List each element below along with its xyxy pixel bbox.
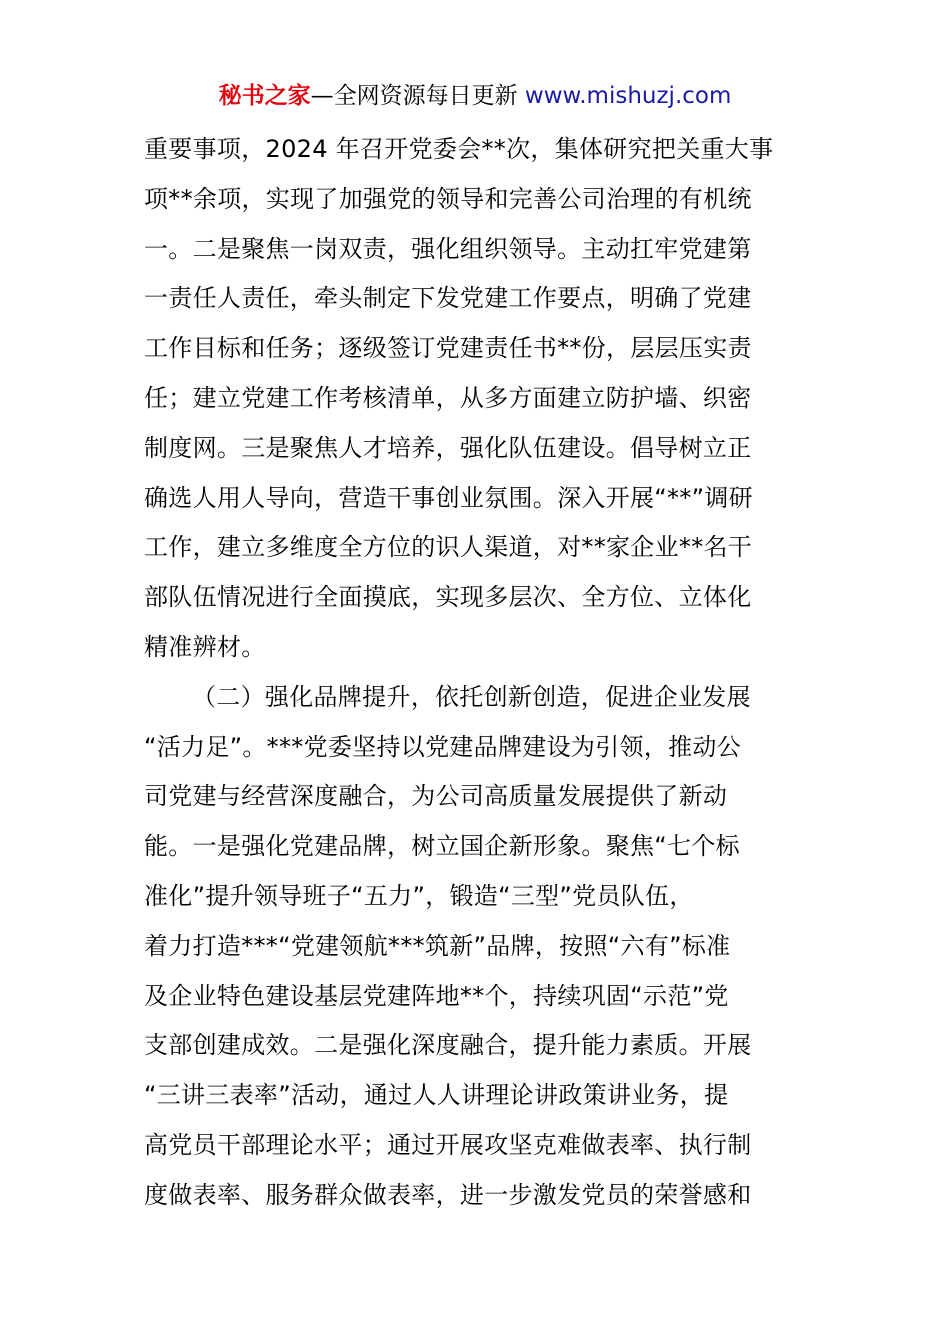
text-line: 能。一是强化党建品牌，树立国企新形象。聚焦“七个标 bbox=[144, 832, 740, 861]
site-tagline: —全网资源每日更新 bbox=[310, 83, 525, 109]
text-line: “活力足”。***党委坚持以党建品牌建设为引领，推动公 bbox=[144, 732, 741, 761]
text-line: 及企业特色建设基层党建阵地**个，持续巩固“示范”党 bbox=[144, 981, 729, 1010]
section-heading-line: （二）强化品牌提升，依托创新创造，促进企业发展 bbox=[192, 682, 751, 711]
text-line: 支部创建成效。二是强化深度融合，提升能力素质。开展 bbox=[144, 1031, 752, 1060]
text-line: 司党建与经营深度融合，为公司高质量发展提供了新动 bbox=[144, 782, 728, 811]
text-line: 一责任人责任，牵头制定下发党建工作要点，明确了党建 bbox=[144, 284, 752, 313]
text-line: 着力打造***“党建领航***筑新”品牌，按照“六有”标准 bbox=[144, 931, 731, 960]
site-brand: 秘书之家 bbox=[218, 83, 311, 109]
text-line: 准化”提升领导班子“五力”，锻造“三型”党员队伍， bbox=[144, 881, 694, 910]
site-header bbox=[0, 80, 950, 112]
text-line: 任；建立党建工作考核清单，从多方面建立防护墙、织密 bbox=[144, 383, 752, 412]
text-line: 确选人用人导向，营造干事创业氛围。深入开展“**”调研 bbox=[144, 483, 753, 512]
text-line: 一。二是聚焦一岗双责，强化组织领导。主动扛牢党建第 bbox=[144, 234, 752, 263]
text-line: 部队伍情况进行全面摸底，实现多层次、全方位、立体化 bbox=[144, 583, 752, 612]
text-line: 高党员干部理论水平；通过开展攻坚克难做表率、执行制 bbox=[144, 1130, 752, 1159]
text-line: “三讲三表率”活动，通过人人讲理论讲政策讲业务，提 bbox=[144, 1081, 729, 1110]
text-line: 度做表率、服务群众做表率，进一步激发党员的荣誉感和 bbox=[144, 1180, 752, 1209]
text-line: 项**余项，实现了加强党的领导和完善公司治理的有机统 bbox=[144, 184, 752, 213]
text-line: 制度网。三是聚焦人才培养，强化队伍建设。倡导树立正 bbox=[144, 433, 752, 462]
document-body bbox=[144, 125, 824, 1221]
text-line: 工作目标和任务；逐级签订党建责任书**份，层层压实责 bbox=[144, 334, 752, 363]
text-line: 工作，建立多维度全方位的识人渠道，对**家企业**名干 bbox=[144, 533, 753, 562]
site-url-link[interactable]: www.mishuzj.com bbox=[524, 83, 732, 109]
text-line: 精准辨材。 bbox=[144, 632, 266, 661]
text-line: 重要事项，2024 年召开党委会**次，集体研究把关重大事 bbox=[144, 135, 774, 163]
